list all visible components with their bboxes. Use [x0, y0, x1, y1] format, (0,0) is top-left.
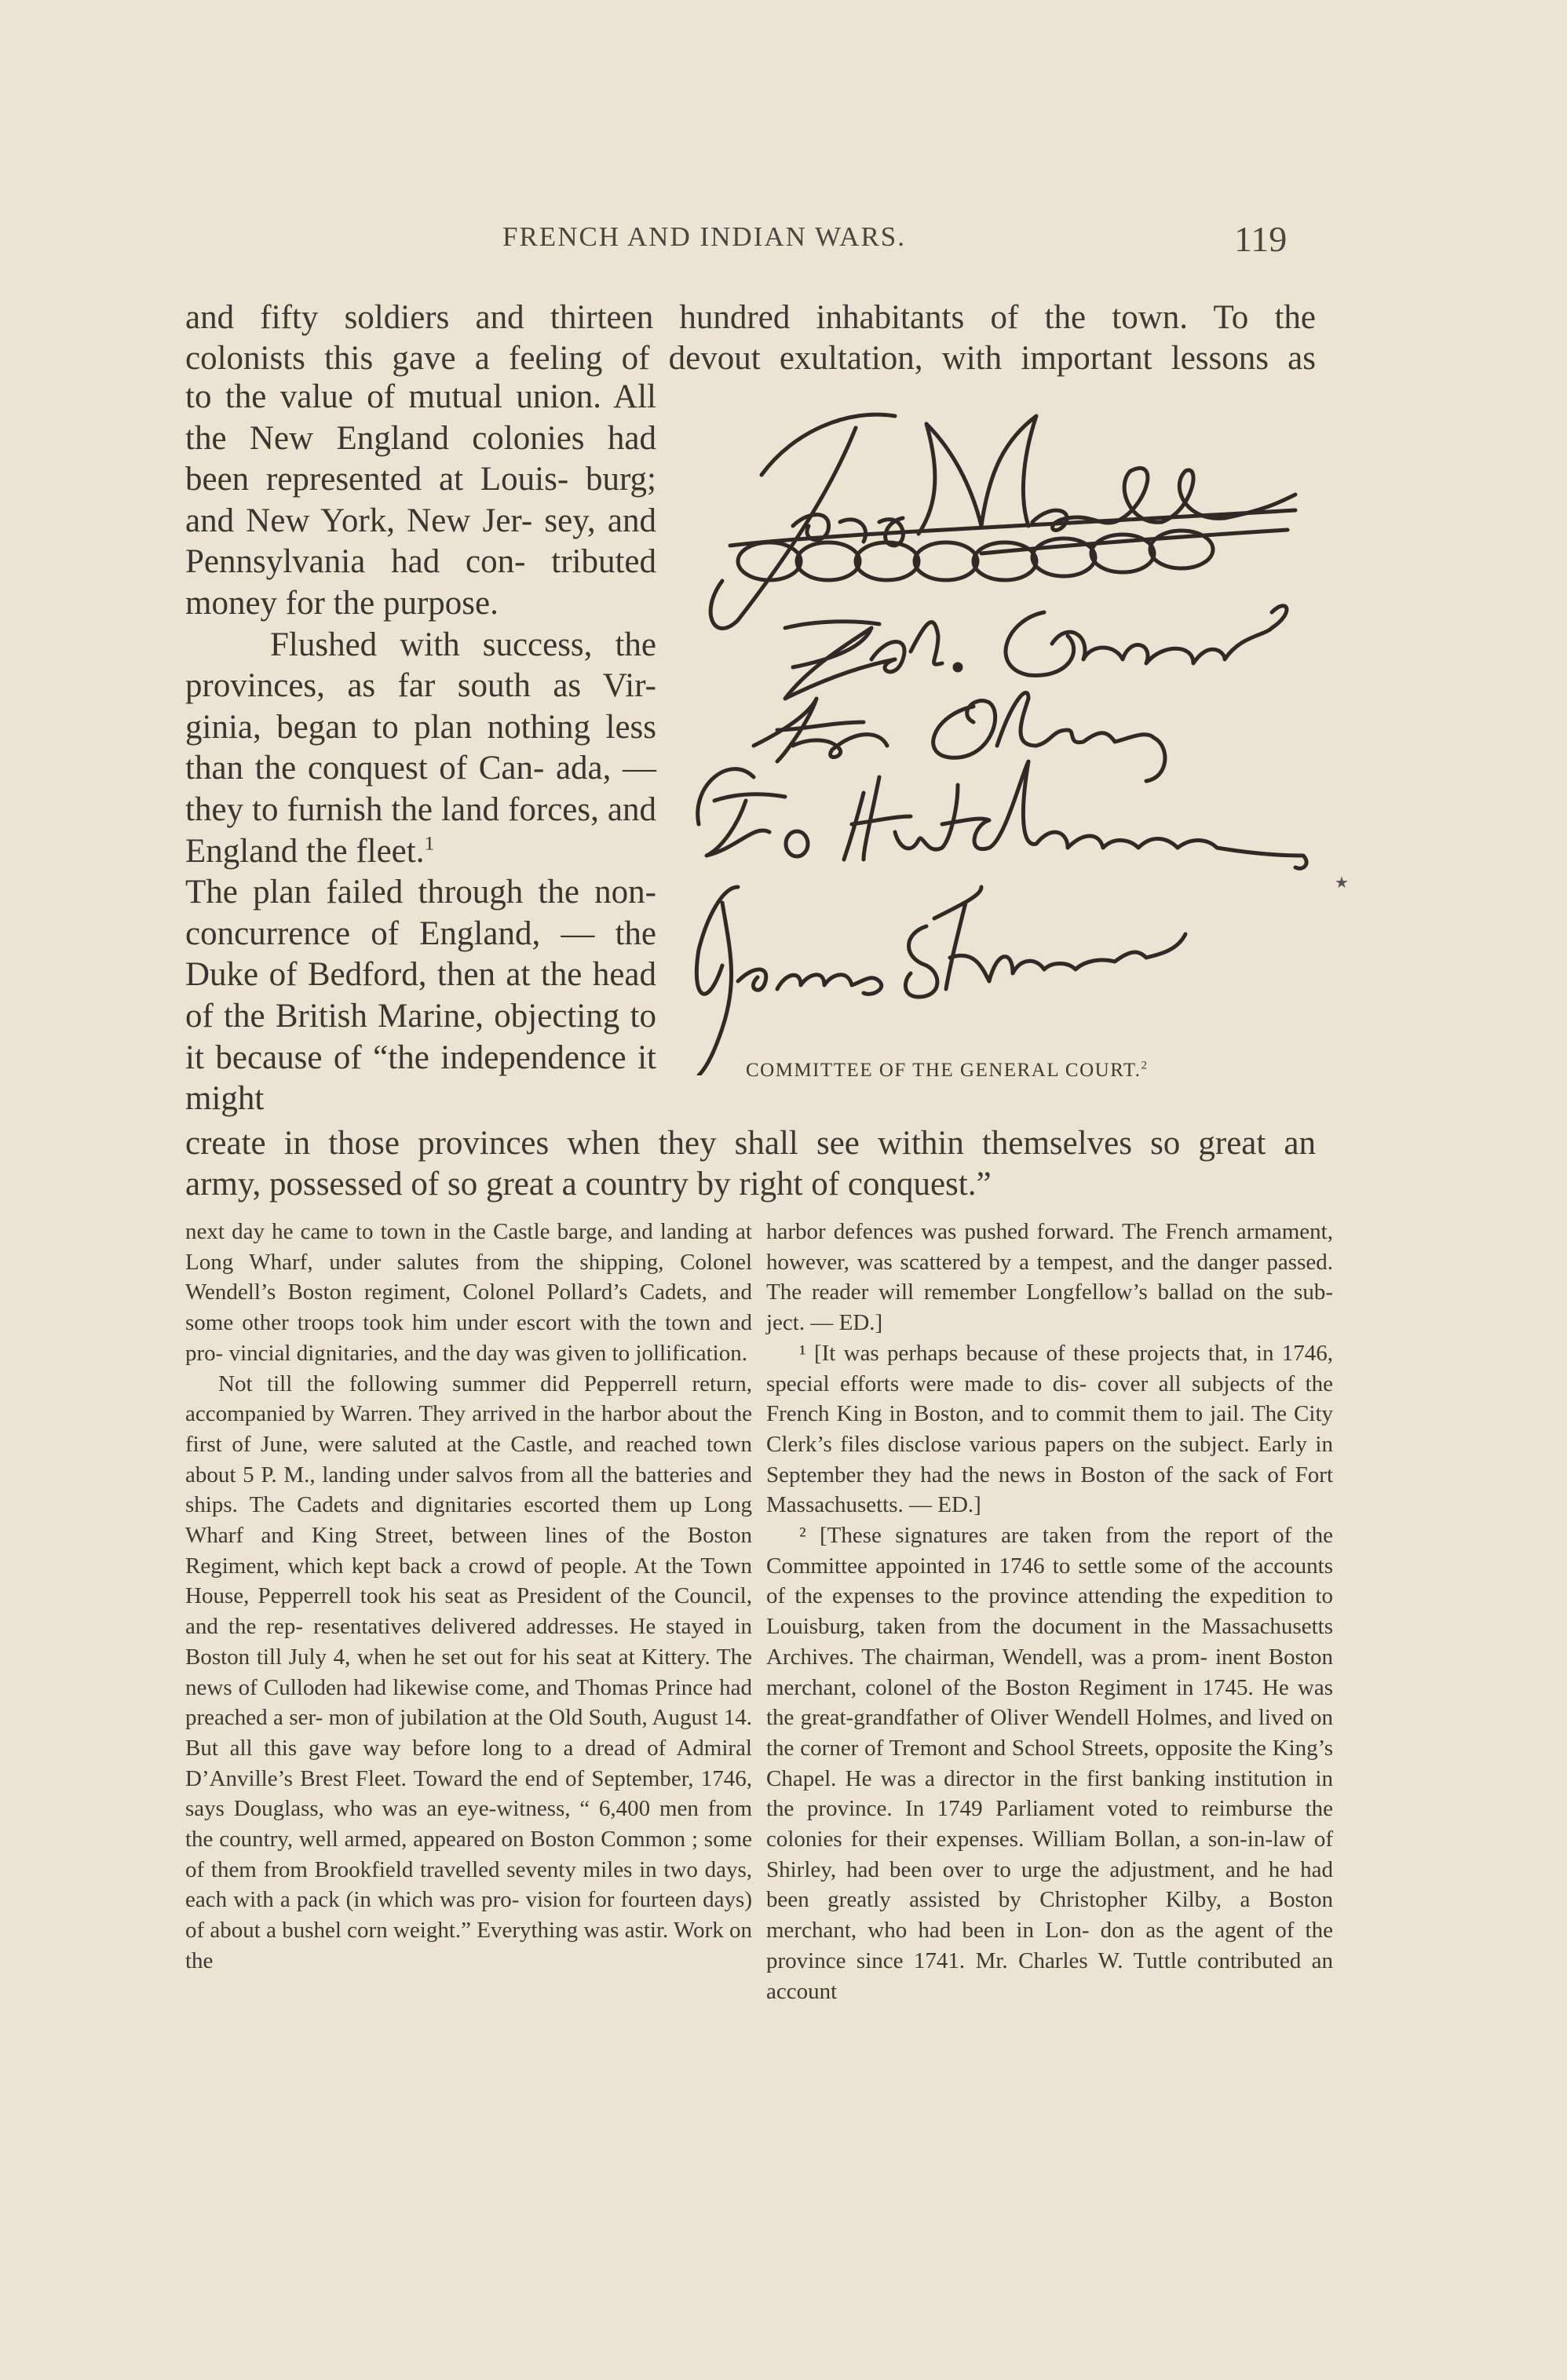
signature-james-skinner: [696, 887, 1185, 1075]
notes-left-column: [185, 1217, 752, 1977]
footnote-ref-1: 1: [424, 831, 435, 855]
footnote-1: ¹ [It was perhaps because of these projects that, in 1746, special efforts were made to dis- cover all subjects of the French King in Boston, and to commit them to jail. The City Clerk’s files disclose various papers on the subject. Early in September they had the news in Boston of the sack of Fort Massachusetts. — ED.]: [766, 1340, 1333, 1518]
figure-caption: [746, 1060, 1149, 1082]
body-line-1: and fifty soldiers and thirteen hundred inhabitants of the town. To the: [185, 299, 1316, 336]
printer-mark-icon: ★: [1335, 874, 1349, 892]
footnote-ref-2: 2: [1141, 1059, 1149, 1072]
body-line-end-1: create in those provinces when they shall see within themselves so great an: [185, 1125, 1316, 1162]
page-number: 119: [1234, 219, 1288, 259]
signature-andw-oliver: [754, 693, 1165, 782]
body-paragraph-1: to the value of mutual union. All the New England colonies had been represented at Louis- burg; and New York, New Jer- sey, and Pennsylvania had con- tributed money for the purpose.: [185, 378, 656, 622]
note-left-paragraph-1: next day he came to town in the Castle barge, and landing at Long Wharf, under salutes from the shipping, Colonel Wendell’s Boston regiment, Colonel Pollard’s Cadets, and some other troops took him under escort with the town and pro- vincial dignitaries, and the day was given to jollification.: [185, 1219, 752, 1366]
signatures-facsimile: [675, 385, 1335, 1075]
note-right-paragraph-1: harbor defences was pushed forward. The French armament, however, was scattered by a tempest, and the danger passed. The reader will remember Longfellow’s ballad on the sub- ject. — ED.]: [766, 1219, 1333, 1336]
body-line-end-2: army, possessed of so great a country by right of conquest.”: [185, 1166, 992, 1203]
figure-caption-text: COMMITTEE OF THE GENERAL COURT.: [746, 1060, 1141, 1081]
body-paragraph-3: The plan failed through the non-concurrence of England, — the Duke of Bedford, then at the head of the British Marine, objecting to it because of “the independence it might: [185, 874, 656, 1118]
body-paragraph-2: [185, 625, 656, 873]
signature-tho-hutchinson: [698, 761, 1306, 868]
footnote-2: ² [These signatures are taken from the report of the Committee appointed in 1746 to settle some of the accounts of the expenses to the province attending the expedition to Louisburg, taken from the document in the Massachusetts Archives. The chairman, Wendell, was a prom- inent Boston merchant, colonel of the Boston Regiment in 1745. He was the great-grandfather of Oliver Wendell Holmes, and lived on the corner of Tremont and School Streets, opposite the King’s Chapel. He was a director in the first banking institution in the province. In 1749 Parliament voted to reimburse the colonies for their expenses. William Bollan, a son-in-law of Shirley, had been over to urge the adjustment, and he had been greatly assisted by Christopher Kilby, a Boston merchant, who had been in Lon- don as the agent of the province since 1741. Mr. Charles W. Tuttle contributed an account: [766, 1523, 1333, 2004]
running-head: FRENCH AND INDIAN WARS.: [502, 221, 907, 252]
notes-right-column: [766, 1217, 1333, 2006]
signature-ezek-cheever: [785, 606, 1287, 699]
body-line-2: colonists this gave a feeling of devout exultation, with important lessons as: [185, 340, 1316, 377]
body-paragraph-2-text: Flushed with success, the provinces, as far south as Vir- ginia, began to plan nothing less than the conquest of Can- ada, — they to furnish the land forces, and England the fleet.: [185, 626, 656, 870]
note-left-paragraph-2: Not till the following summer did Pepperrell return, accompanied by Warren. They arrived in the harbor about the first of June, were saluted at the Castle, and reached town about 5 P. M., landing under salvos from all the batteries and ships. The Cadets and dignitaries escorted them up Long Wharf and King Street, between lines of the Boston Regiment, which kept back a crowd of people. At the Town House, Pepperrell took his seat as President of the Council, and the rep- resentatives delivered addresses. He stayed in Boston till July 4, when he set out for his seat at Kittery. The news of Culloden had likewise come, and Thomas Prince had preached a ser- mon of jubilation at the Old South, August 14. But all this gave way before long to a dread of Admiral D’Anville’s Brest Fleet. Toward the end of September, 1746, says Douglass, who was an eye-witness, “ 6,400 men from the country, well armed, appeared on Boston Common ; some of them from Brookfield travelled seventy miles in two days, each with a pack (in which was pro- vision for fourteen days) of about a bushel corn weight.” Everything was astir. Work on the: [185, 1371, 752, 1973]
body-wrapped-column: [185, 377, 656, 1120]
signature-jacob-wendell: [710, 414, 1295, 628]
